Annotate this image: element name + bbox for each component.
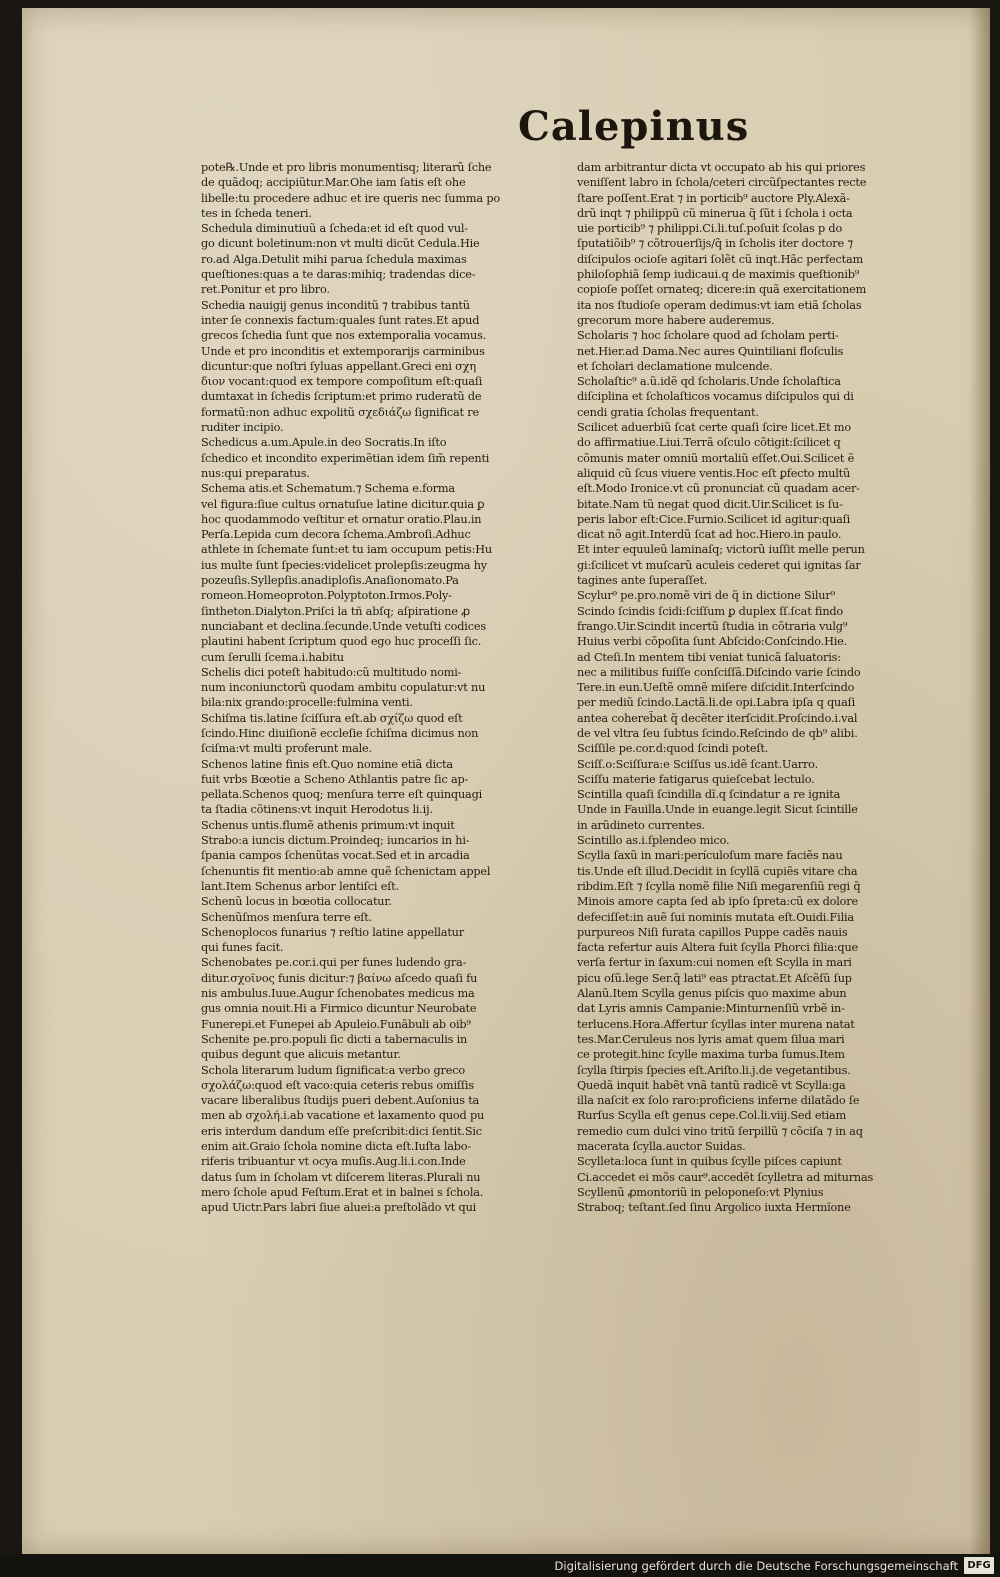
text-line: ce protegit.hinc ſcylle maxima turba ſumus.Item	[577, 1048, 845, 1062]
text-line: cum ſerulli ſcema.i.habitu	[201, 650, 344, 664]
text-line: frango.Uir.Scindit incertũ ſtudia in cõtraria vulg⁹	[577, 619, 848, 633]
text-line: tes.Mar.Ceruleus nos lyris amat quem ſilua mari	[577, 1032, 845, 1046]
text-line: Alanũ.Item Scylla genus piſcis quo maxime abun	[577, 987, 847, 1001]
text-line: athlete in ſchemate ſunt:et tu iam occupum petis:Hu	[201, 543, 492, 557]
text-line: peris labor eſt:Cice.Furnio.Scilicet id agitur:quaſi	[577, 512, 851, 526]
text-line: de quãdoq; accipiũtur.Mar.Ohe iam ſatis eſt ohe	[201, 176, 466, 190]
text-line: inter ſe connexis factum:quales ſunt rates.Et apud	[201, 313, 480, 327]
text-line: ro.ad Alga.Detulit mihi parua ſchedula maximas	[201, 252, 467, 266]
text-line: nis ambulus.Iuue.Augur ſchenobates medicus ma	[201, 987, 475, 1001]
text-line: Unde et pro inconditis et extemporarijs carminibus	[201, 344, 485, 358]
text-line: σχολάζω:quod eſt vaco:quia ceteris rebus omiſſis	[201, 1078, 474, 1092]
text-line: antea cohereb̃at q̃ decẽter iterſcidit.Proſcindo.i.val	[577, 711, 858, 725]
text-line: et ſcholari declamatione mulcende.	[577, 359, 773, 373]
text-line: ad Cteſi.In mentem tibi veniat tunicã ſaluatoris:	[577, 650, 841, 664]
text-line: Scintillo as.i.ſplendeo mico.	[577, 834, 730, 848]
text-line: Rurſus Scylla eſt genus cepe.Col.li.viij.Sed etiam	[577, 1109, 847, 1123]
text-line: ſpania campos ſchenũtas vocat.Sed et in arcadia	[201, 849, 470, 863]
text-line: Scylleta:loca ſunt in quibus ſcylle piſces capiunt	[577, 1155, 842, 1169]
text-line: apud Uictr.Pars labri ſiue aluei:a preſtolãdo vt qui	[201, 1201, 477, 1215]
text-line: vacare liberalibus ſtudijs pueri debent.Auſonius ta	[201, 1094, 480, 1108]
text-line: grecos ſchedia ſunt que nos extemporalia vocamus.	[201, 329, 487, 343]
text-line: verſa fertur in ſaxum:cui nomen eſt Scylla in mari	[577, 956, 852, 970]
text-line: purpureos Niſi furata capillos Puppe cadẽs nauis	[577, 925, 848, 939]
text-line: ſchenuntis fit mentio:ab amne quẽ ſchenictam appel	[201, 864, 491, 878]
text-line: dam arbitrantur dicta vt occupato ab his qui priores	[577, 161, 866, 174]
text-line: dat Lyris amnis Campanie:Minturnenſiũ vrbẽ in-	[577, 1002, 845, 1016]
text-line: pozeuſis.Syllepſis.anadiploſis.Anaſionomato.Pa	[201, 574, 459, 588]
text-line: terlucens.Hora.Affertur ſcyllas inter murena natat	[577, 1017, 855, 1031]
text-line: Ci.accedet ei mõs caur⁹.accedẽt ſcylletra ad miturnas	[577, 1170, 874, 1184]
text-line: Schola literarum ludum ſignificat:a verbo greco	[201, 1063, 465, 1077]
text-line: Schenobates pe.cor.i.qui per funes ludendo gra-	[201, 956, 467, 970]
text-line: Sciſſ.o:Sciſſura:e Sciſſus us.idẽ ſcant.Uarro.	[577, 757, 818, 771]
text-line: fuit vrbs Bœotie a Scheno Athlantis patre ſic ap-	[201, 772, 469, 786]
text-line: illa naſcit ex ſolo raro:proficiens inferne dilatãdo ſe	[577, 1094, 860, 1108]
text-line: enim ait.Graio ſchola nomine dicta eſt.Iuſta labo-	[201, 1140, 472, 1153]
text-line: aliquid cũ ſcus viuere ventis.Hoc eſt ꝑfecto multũ	[577, 466, 851, 480]
text-line: Huius verbi cõpoſita ſunt Abſcido:Conſcindo.Hie.	[577, 635, 848, 649]
text-line: Sciſſile pe.cor.d:quod ſcindi poteſt.	[577, 742, 769, 756]
text-line: Scintilla quaſi ſcindilla dĩ.q ſcindatur a re ignita	[577, 788, 841, 802]
page-edge-shadow	[970, 8, 990, 1554]
text-line: gus omnia nouit.Hi a Firmico dicuntur Neurobate	[201, 1002, 477, 1016]
text-line: cendi gratia ſcholas frequentant.	[577, 405, 759, 419]
dfg-logo: DFG	[964, 1557, 994, 1574]
text-line: nec a militibus fuiſſe conſciſſã.Diſcindo varie ſcindo	[577, 665, 861, 679]
text-line: tagines ante ſuperaſſet.	[577, 574, 708, 588]
text-line: Scylur⁹ pe.pro.nomẽ viri de q̃ in dictione Silur⁹	[577, 589, 835, 603]
text-line: plautini habent ſcriptum quod ego huc proceſſi ſic.	[201, 635, 482, 649]
text-line: uie porticib⁹ ⁊ philippi.Ci.li.tuſ.poſuit ſcolas p do	[577, 222, 843, 236]
text-line: nus:qui preparatus.	[201, 466, 310, 480]
left-text-column	[201, 160, 573, 1270]
text-line: romeon.Homeoproton.Polyptoton.Irmos.Poly-	[201, 589, 452, 603]
text-line: ſintheton.Dialyton.Priſci la tñ abſq; aſpiratione ꝓ	[201, 604, 470, 618]
text-line: Unde in Fauilla.Unde in euange.legit Sicut ſcintille	[577, 803, 858, 817]
text-line: men ab σχολή.i.ab vacatione et laxamento quod pu	[201, 1109, 485, 1123]
text-line: de vel vltra ſeu ſubtus ſcindo.Reſcindo de qb⁹ alibi.	[577, 726, 858, 740]
text-line: copioſe poſſet ornateq; dicere:in quã exercitationem	[577, 283, 867, 297]
text-line: bila:nix grando:procelle:fulmina venti.	[201, 696, 413, 710]
text-line: dumtaxat in ſchedis ſcriptum:et primo ruderatũ de	[201, 390, 482, 404]
text-line: gi:ſcilicet vt muſcarũ aculeis cederet qui ignitas ſar	[577, 558, 861, 572]
text-line: queſtiones:quas a te daras:mihiq; tradendas dice-	[201, 268, 476, 282]
text-line: vel figura:ſiue cultus ornatuſue latine dicitur.quia ꝑ	[201, 497, 485, 511]
text-line: drũ inqt ⁊ philippũ cũ minerua q̃ ſũt i ſchola i octa	[577, 206, 853, 220]
text-line: Sciſſu materie fatigarus quieſcebat lectulo.	[577, 772, 815, 786]
text-line: Scilicet aduerbiũ ſcat certe quaſi ſcire licet.Et mo	[577, 421, 851, 435]
text-line: facta refertur auis Altera fuit ſcylla Phorci filia:que	[577, 941, 859, 955]
text-line: in arũdineto currentes.	[577, 818, 706, 832]
text-line: Et inter equuleũ laminaſq; victorũ iuſſit melle perun	[577, 543, 865, 557]
text-line: Schenũ locus in bœotia collocatur.	[201, 895, 392, 909]
text-line: qui funes facit.	[201, 941, 284, 955]
text-line: ſcindo.Hinc diuiſionẽ eccleſie ſchiſma dicimus non	[201, 726, 479, 740]
text-line: eris interdum dandum eſſe preſcribit:dici ſentit.Sic	[201, 1124, 482, 1138]
text-line: ſciſma:vt multi proferunt male.	[201, 742, 372, 756]
text-line: net.Hier.ad Dama.Nec aures Quintiliani floſculis	[577, 344, 844, 358]
text-line: defeciſſet:in auẽ ſui nominis mutata eſt.Ouidi.Filia	[577, 910, 854, 924]
text-line: Scylla ſaxũ in mari:perículoſum mare faciẽs nau	[577, 849, 843, 863]
text-line: Straboq; teſtant.ſed ſinu Argolico iuxta Hermĩone	[577, 1201, 851, 1215]
text-line: Schenos latine finis eſt.Quo nomine etiã dicta	[201, 757, 453, 771]
text-line: dicuntur:que noſtri ſyluas appellant.Greci eni σχη	[201, 359, 476, 373]
text-line: ret.Ponitur et pro libro.	[201, 283, 330, 297]
text-line: Schema atis.et Schematum.⁊ Schema e.forma	[201, 482, 455, 496]
text-line: Tere.in eun.Ueſtẽ omnẽ miſere diſcidit.Interſcindo	[577, 681, 855, 695]
text-line: nunciabant et declina.ſecunde.Unde vetuſti codices	[201, 619, 486, 633]
text-line: ſtare poſſent.Erat ⁊ in porticib⁹ auctore Ply.Alexã-	[577, 191, 850, 205]
text-line: lant.Item Schenus arbor lentiſci eſt.	[201, 879, 399, 893]
text-line: Quedã inquit habẽt vnã tantũ radicẽ vt Scylla:ga	[577, 1078, 846, 1092]
text-line: ditur.σχοῖνος funis dicitur:⁊ βαίνω aſcedo quaſi fu	[201, 971, 478, 985]
text-line: quibus degunt que alicuis metantur.	[201, 1048, 401, 1062]
text-line: remedio cum dulci vino tritũ ſerpillũ ⁊ cõciſa ⁊ in aq	[577, 1124, 863, 1138]
text-line: diſcipulos ocioſe agitari ſolẽt cũ inqt.Hãc perfectam	[577, 252, 863, 266]
text-line: datus ſum in ſcholam vt diſcerem literas.Plurali nu	[201, 1170, 481, 1184]
text-line: per mediũ ſcindo.Lactã.li.de opi.Labra ipſa q quaſi	[577, 696, 856, 710]
text-line: hoc quodammodo veſtitur et ornatur oratio.Plau.in	[201, 512, 482, 526]
text-line: Schelis dici poteſt habitudo:cũ multitudo nomi-	[201, 665, 462, 679]
text-line: ius multe ſunt ſpecies:videlicet prolepſis:zeugma hy	[201, 558, 487, 572]
text-line: veniſſent labro in ſchola/ceteri circũſpectantes recte	[577, 176, 867, 190]
text-line: bitate.Nam tũ negat quod dicit.Uir.Scilicet is ſu-	[577, 497, 843, 511]
text-line: Schedia nauigij genus inconditũ ⁊ trabibus tantũ	[201, 298, 470, 312]
text-line: libelle:tu procedere adhuc et ire queris nec ſumma po	[201, 191, 500, 205]
text-line: ribdim.Eſt ⁊ ſcylla nomẽ filie Niſi megarenſiũ regi q̃	[577, 879, 861, 893]
text-line: Schedula diminutiuũ a ſcheda:et id eſt quod vul-	[201, 222, 468, 236]
text-line: διον vocant:quod ex tempore compoſitum eſt:quaſi	[201, 375, 483, 389]
text-line: Perſa.Lepida cum decora ſchema.Ambroſi.Adhuc	[201, 528, 471, 542]
text-line: Scindo ſcindis ſcidi:ſciſſum ꝑ duplex ſſ.ſcat findo	[577, 604, 844, 618]
text-line: Scyllenũ ꝓmontoriũ in peloponeſo:vt Plynius	[577, 1185, 824, 1199]
text-line: riferis tribuantur vt ocya muſis.Aug.li.i.con.Inde	[201, 1155, 466, 1169]
footer-bar	[0, 1554, 1000, 1577]
text-line: ſcylla ſtirpis ſpecies eſt.Ariſto.li.j.de vegetantibus.	[577, 1063, 851, 1077]
text-line: tes in ſcheda teneri.	[201, 206, 312, 220]
text-line: grecorum more habere auderemus.	[577, 313, 775, 327]
text-line: Scholaris ⁊ hoc ſcholare quod ad ſcholam perti-	[577, 329, 839, 343]
text-line: dicat nõ agit.Interdũ ſcat ad hoc.Hiero.in paulo.	[577, 528, 842, 542]
text-line: Minois amore capta ſed ab ipſo ſpreta:cũ ex dolore	[577, 895, 858, 909]
text-line: pellata.Schenos quoq; menſura terre eſt quinquagi	[201, 788, 483, 802]
text-line: Schenoplocos funarius ⁊ reſtio latine appellatur	[201, 925, 464, 939]
text-line: Schenus untis.flumẽ athenis primum:vt inquit	[201, 818, 455, 832]
text-line: ſputatiõib⁹ ⁊ cõtrouerſijs/q̃ in ſcholis iter doctore ⁊	[577, 237, 853, 251]
text-line: macerata ſcylla.auctor Suidas.	[577, 1140, 746, 1153]
text-line: Schiſma tis.latine ſciſſura eſt.ab σχίζω quod eſt	[201, 711, 463, 725]
text-line: Schenite pe.pro.populi ſic dicti a tabernaculis in	[201, 1032, 468, 1046]
text-line: Schedicus a.um.Apule.in deo Socratis.In iſto	[201, 436, 447, 450]
text-line: ita nos ſtudioſe operam dedimus:vt iam etiã ſcholas	[577, 298, 862, 312]
text-line: Schenũſmos menſura terre eſt.	[201, 910, 373, 924]
funding-notice: Digitalisierung gefördert durch die Deutsche Forschungsgemeinschaft	[554, 1559, 958, 1573]
text-line: philoſophiã ſemp iudicaui.q de maximis queſtionib⁹	[577, 268, 860, 282]
text-line: go dicunt boletinum:non vt multi dicũt Cedula.Hie	[201, 237, 480, 251]
running-head: Calepinus	[518, 103, 750, 150]
right-text-column	[577, 160, 949, 1270]
text-line: formatũ:non adhuc expolitũ σχεδιάζω ſignificat re	[201, 405, 479, 419]
text-line: num inconiunctorũ quodam ambitu copulatur:vt nu	[201, 681, 486, 695]
text-line: diſciplina et ſcholaſticos vocamus diſcipulos qui di	[577, 390, 854, 404]
text-line: picu oſũ.lege Ser.q̃ lati⁹ eas ptractat.Et Aſcẽſũ ſup	[577, 971, 852, 985]
text-line: Scholaſtic⁹ a.ũ.idẽ qd ſcholaris.Unde ſcholaſtica	[577, 375, 841, 389]
text-line: ſchedico et incondito experimẽtian idem ſim̃ repenti	[201, 451, 490, 465]
text-line: tis.Unde eſt illud.Decidit in ſcyllã cupiẽs vitare cha	[577, 864, 858, 878]
text-line: eſt.Modo Ironice.vt cũ pronunciat cũ quadam acer-	[577, 482, 860, 496]
text-line: Strabo:a iuncis dictum.Proindeq; iuncarios in hi-	[201, 834, 470, 848]
text-line: pote℞.Unde et pro libris monumentisq; literarũ ſche	[201, 161, 492, 174]
text-line: mero ſchole apud Feſtum.Erat et in balnei s ſchola.	[201, 1185, 484, 1199]
text-line: ruditer incipio.	[201, 421, 284, 435]
text-line: Funerepi.et Funepei ab Apuleio.Funãbuli ab oib⁹	[201, 1017, 471, 1031]
text-line: do affirmatiue.Liui.Terrã oſculo cõtigit:ſcilicet q	[577, 436, 841, 450]
text-line: ta ſtadia cõtinens:vt inquit Herodotus li.ij.	[201, 803, 433, 817]
text-line: cõmunis mater omniũ mortaliũ eſſet.Oui.Scilicet ẽ	[577, 451, 855, 465]
